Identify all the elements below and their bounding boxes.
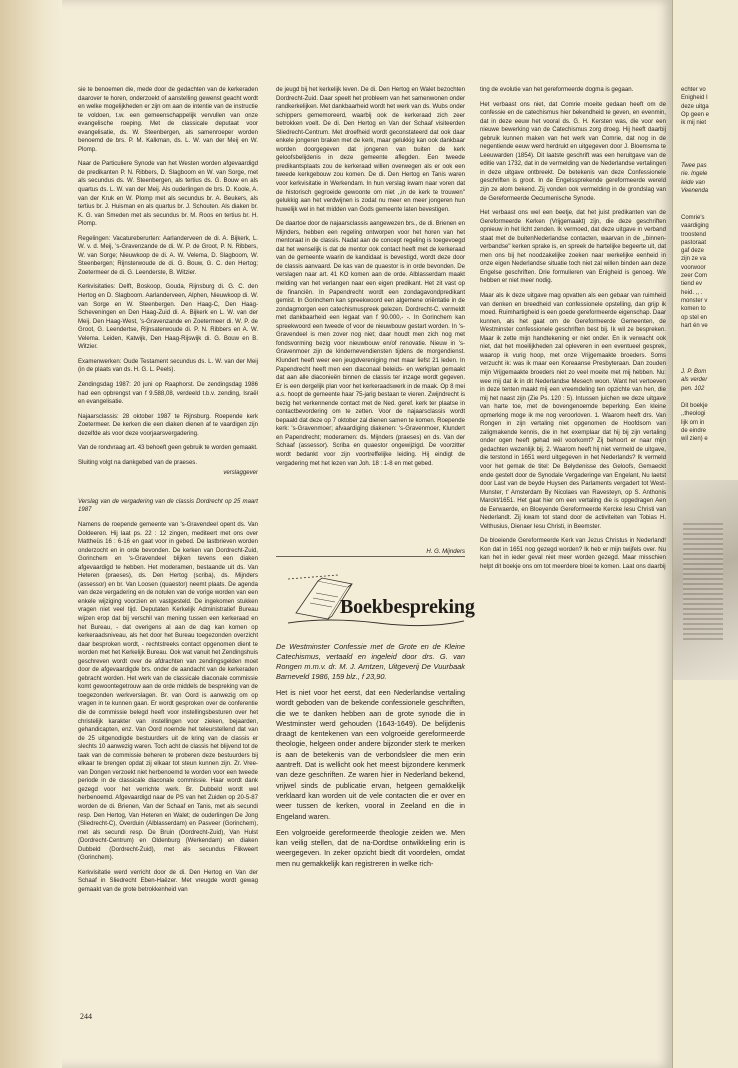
paragraph: De bloeiende Gereformeerde Kerk van Jezus Christus in Nederland! Kon dat in 1651 nog gezegd worden? Ik heb er mijn twijfels over. Nu kan het in ieder geval niet meer worden gezegd. Maar misschien helpt dit boekje ons om tot meerdere bloei te komen. Laat ons daarbij [480, 538, 666, 570]
text-line: Enigheid I [681, 95, 708, 102]
divider [276, 556, 465, 557]
paragraph: Regelingen: Vacatureberurten: Aarlanderveen de di. A. Bijkerk, L. W. v. d. Meij, 's-Gravenzande de di. W. P. de Groot, P. N. Ribbers, W. van Sorge; Nieuwkoop de di. A. W. Velema, D. Slagboom, W. Steenbergen; Rijnsterwoude de di. G. Bouw, G. C. den Hertog; Zoetermeer de di. G. Leenderste, B. Witzier. [78, 235, 258, 276]
text-line: de eindre [681, 427, 707, 434]
paragraph: De daartoe door de najaarsclassis aangewezen brs., de di. Brienen en Mijnders, hebben een regeling ontworpen voor het horen van het mentoraat in de classis. Nadat aan de concept regeling is toegevoegd dat het wenselijk is dat de mentor ook contact heeft met de kerkeraad van de gemeente waarin de kandidaat is bevestigd, wordt deze door de classis aanvaard. De kas van de quaestor is in orde bevonden. De verslagen naar art. 41 KO komen aan de orde. Alblasserdam maakt melding van het verlangen naar een eigen predikant. Het zit vast op de financiën. In Papendrecht wordt een zondagavondpredikant gemist. In Gorinchem kan spreekwoord een algemene oriëntatie in de zondagmorgen een catechismuspreek gelezen. Dordrecht-C. vermeldt met dankbaarheid een legaat van f 90.000,- -. In Gorinchem kan spreekwoord een tweede of voor de nieuwbouw gestart worden. In 's-Gravendeel is men zover nog niet; daar houdt men zich nog met fondsvorming bezig voor nieuwbouw en/of renovatie. Nieuw in 's-Gravenmoer zijn de kindernevendiensten tijdens de morgendienst. Klundert heeft weer een jeugdvereniging met maar liefst 21 leden. In Papendrecht heeft men een diaconaal beleids- en werkplan gemaakt dat aan alle diaconieën binnen de classis ter inzage wordt gegeven. Er is een dergelijk plan voor het kerkeraadswerk in de maak. Op 8 mei a.s. hoopt de gemeente haar 75-jarig bestaan te vieren. Zwijndrecht is bezig het verkennende contact met de Ned. geref. kerk ter plaatse in contactbevordering om te zetten. Voor de najaarsclassis wordt bepaald dat deze op 7 oktober zal dienen samen te komen. Roepende kerk: 's-Gravenmoer; afvaardiging diakenen: 's-Gravenmoer, Klundert en Papendrecht; moderamen: ds. Mijnders (praeses) en ds. Van der Schaaf (assessor). Scriba en quaestor ongewijzigd. De voorzitter wordt bedankt voor zijn voortreffelijke leiding. Hij eindigt de vergadering met het lezen van Joh. 18 : 1-8 en met gebed. [276, 221, 465, 467]
paragraph: de jeugd bij het kerkelijk leven. De di. Den Hertog en Walet bezochten Dordrecht-Zuid. Daar speelt het probleem van het samenwonen onder randkerkelijken. Met dankbaarheid wordt het werk van ds. Wubs onder schippers gememoreerd, waarbij ook de kerkeraad zich zeer betrokken voelt. De di. Den Hertog en Van der Schaaf visiteerden Sliedrecht-Centrum. Met droefheid wordt geconstateerd dat ook daar enkele jongeren braken met de kerk, maar gelukkig kan ook dankbaar worden doorgegeven dat jongeren van buiten de kerk geloofsbelijdenis in deze gemeente aflegden. Een tweede predikantsplaats zou de kerkeraad willen overwegen als er ook een tweede kerkgebouw zou komen. De di. Den Hertog en Tanis waren voor kerkvisitatie in Werkendam. In hun verslag kwam naar voren dat de historisch gegroeide gewoonte om niet ,,in de kerk te trouwen'' gelukkig aan het verdwijnen is zodat nu meer en meer jongeren hun huwelijk wel in het midden van Gods gemeente laten bevestigen. [276, 87, 465, 213]
text-line: zeer Com [681, 273, 708, 280]
text-line: op stel en [681, 314, 708, 321]
text-line: deze uitga [681, 103, 709, 110]
paragraph: Najaarsclassis: 28 oktober 1987 te Rijnsburg. Roepende kerk Zoetermeer. De kerken die een diaken dienen af te vaardigen zijn dezelfde als voor deze voorjaarsvergadering. [78, 413, 258, 437]
paragraph: sie te benoemen die, mede door de gedachten van de kerkeraden daarover te horen, onderzoekt of aanstelling gewenst geacht wordt en welke mogelijkheden er zijn om aan de intentie van de instructie te voldoen, t.w. een gemeenschappelijk vervullen van onze evangelische roeping. Met de classicale deputaat voor evangelisatie, ds. W. Steenbergen, als samenroeper worden benoemd de brs. P. M. Kalkman, ds. L. W. van der Meij en W. Plomp. [78, 87, 258, 153]
text-line: echter vo [681, 87, 706, 93]
text-line: monster v [681, 297, 708, 304]
paragraph: Examenwerken: Oude Testament secundus ds. L. W. van der Meij (in de plaats van ds. H. G. L. Peels). [78, 358, 258, 374]
review-column [276, 642, 465, 1022]
paragraph: Maar als ik deze uitgave mag opvatten als een gebaar van ruimheid van denken en breedheid van confessionele opstelling, dan grijp ik moed. Ruimhartigheid is een goede gereformeerde eigenschap. Daar kunnen, als het gaat om de Gereformeerde Gemeenten, de Westminster confessionele geschriften best bij. Ik wil ze bespreken. Maar ik zette mijn handtekening er niet onder. En ik verwacht ook niet, dat het moeilijkheden zal opleveren in een eventueel gesprek, waarop ik vurig hoop, met onze Vrijgemaakte broeders. Soms verzucht ik: was ik maar een Koreaanse Presbyteraan. Dan zouden mijn Vrijgemaakte broeders niet zo veel moeite met mij hebben. Nu: wee mij dat ik in dit Nederlandse Mesech woon. Want het vertoeven in deze tenten maakt mij een vreemdeling ten opzichte van hen, die mij het naast zijn (Zie Ps. 120 : 5). Intussen juichen we deze uitgave van harte toe, met de bovengenoemde beperking. Een kleine opmerking moge ik me nog veroorloven. 1. Waarom heeft drs. Van Rongen in zijn vertaling niet opgenomen de Hoofdsom van zaligmakende kennis, die in het exemplaar dat hij bij zijn vertaling onder ogen heeft gehad wél voorkomt? Zij behoort er naar mijn gedachten wezenlijk bij. 2. Waarom heeft hij niet vermeld de uitgave, die terstond in 1651 werd uitgegeven in het Nederlands? Ik vermeld voor het gemak de titel: De Belydenisse des Geloofs, Gemaeckt ende gestelt door de Synodale Vergaderinge van Engelant, Nu laetst door Last van de beyde Huysen des Parlaments vergadert tot West-Munster, t' Amsterdam By Nicolaes van Ravesteyn, op S. Anthonis Marckt/1651. Het gaat hier om een vertaling die is opgedragen Aen de Eerwaerde, en Bloeyende Gereformeerde Kercke Iesu Christi van Nederlandt. Zij kwam tot stand door de activiteiten van Tobias H. Velthusius, Dienaer Iesu Christi, in Beemster. [480, 293, 666, 530]
text-line: als verder [681, 377, 708, 384]
section-title: Boekbespreking [340, 596, 475, 618]
text-line: voorwoor [681, 264, 706, 271]
column-1 [78, 86, 258, 1006]
text-line: troostend [681, 231, 707, 238]
review-heading: De Westminster Confessie met de Grote en de Kleine Catechismus, vertaald en ingeleid door drs. G. van Rongen m.m.v. dr. M. J. Arntzen, Uitgeverij De Vuurbaak Barneveld 1986, 159 blz., f 23,90. [276, 642, 465, 681]
right-column-mid3 [681, 368, 738, 393]
text-line: Twee pas [681, 163, 707, 169]
paragraph: Kerkvisitaties: Delft, Boskoop, Gouda, Rijnsburg di. G. C. den Hertog en D. Slagboom. Aarlanderveen, Alphen, Nieuwkoop di. W. van Sorge en W. Steenbergen. Den Haag-C, Den Haag-Scheveningen en Den Haag-Zuid di. A. Bijkerk en L. W. van der Meij. Den Haag-West, 's-Gravenzande en Zoetermeer di. W. P. de Groot, G. Leendertse, Rijnsaterwoude di. P. N. Ribbers en A. W. Velema. Leiden, Katwijk, Den Haag-Rijswijk di. G. Bouw en B. Witzier. [78, 284, 258, 351]
right-column-mid1 [681, 162, 738, 195]
signature: verslaggever [223, 470, 258, 477]
text-line: Dit boekje [681, 403, 708, 409]
text-line: heid. ,, . [681, 289, 703, 296]
page-number: 244 [80, 1012, 92, 1021]
text-line: hart én ve [681, 322, 708, 329]
text-line: ik mij niet [681, 120, 707, 127]
paragraph: Naar de Particuliere Synode van het Westen worden afgevaardigd de predikanten P. N. Ribbers, D. Slagboom en W. van Sorge, met als secundus ds. W. Steenbergen, als tertius ds. G. Bouw en als quartus ds. L. W. van der Meij. Als ouderlingen de brs. D. Koole, A. van der Kruk en W. Plomp met als secundus br. A. Beukers, als tertius br. J. Huisman en als quartus br. J. Schouten. Als diaken br. K. G. van Smeden met als secundus br. M. Roos en tertius br. H. Plomp. [78, 161, 258, 228]
paragraph: Kerkvisitatie werd verricht door de di. Den Hertog en Van der Schaaf in Sliedrecht Eben-Haëzer. Met vreugde wordt gewag gemaakt van de grote betrokkenheid van [78, 869, 258, 893]
paragraph: Van de rondvraag art. 43 behoeft geen gebruik te worden gemaakt. [78, 445, 258, 452]
text-line: pen. 102 [681, 385, 705, 392]
paragraph: Het verbaast ons niet, dat Comrie moeite gedaan heeft om de confessie en de catechismus hier bekendheid te geven, en evenmin, dat in deze eeuw het vooral ds. G. H. Kersten was, die voor een nieuwe bewerking van de Catechismus zorg droeg. Hij heeft daarbij gebruik kunnen maken van het werk van Comrie, dat nog in de negentiende eeuw werd herdrukt en uitgegeven door J. Bloemsma te Leeuwarden (1854). Dit laatste geschrift was een heruitgave van de editie van 1732, dat in de vermelding van de Nederlandse vertalingen in deze uitgave ontbreekt. De betekenis van deze Confessionele geschriften is groot. In de Engelssprekende gereformeerde wereld zijn ze alom bekend. Zij vonden ook vermelding in de grondslag van de Gereformeerde Oecumenische Synode. [480, 101, 666, 202]
text-line: pastoraat [681, 239, 707, 246]
text-line: Veenenda [681, 187, 709, 194]
text-line: vaardiging [681, 223, 709, 230]
text-line: ,,theologi [681, 411, 706, 418]
text-line: Comrie's [681, 215, 705, 221]
text-line: Op geen e [681, 111, 710, 118]
text-line: lijk om in [681, 419, 705, 426]
text-line: rie. Ingele [681, 171, 708, 178]
paragraph: Het verbaast ons wel een beetje, dat het juist predikanten van de Gereformeerde Kerken (Vrijgemaakt) zijn, die deze geschriften opnieuw in het licht zenden. Ik vermoed, dat deze uitgave in verband staat met de buitenNederlandse contacten, waarvan in de ,,binnen-verbandse'' kerken sprake is, en spreek de hartelijke begeerte uit, dat men ons bij het noodzakelijke zoeken naar werkelijke eenheid in onze eigen Nederlandse situatie toch niet zal willen binden aan deze Engelse geschriften. Drie formulieren van Enigheid is genoeg. We hebben er niet meer nodig. [480, 210, 666, 285]
right-page [672, 0, 738, 1068]
text-line: tiend ev [681, 281, 703, 288]
signature: H. G. Mijnders [426, 549, 465, 555]
text-line: leide van [681, 179, 706, 186]
paragraph: Namens de roepende gemeente van 's-Gravendeel opent ds. Van Doldeeren. Hij laat ps. 22 : 12 zingen, mediteert met ons over Mattheüs 16 : 6-16 en gaat voor in gebed. De lastbrieven worden onderzocht en in orde bevonden. De kerken van Dordrecht-Zuid, Gorinchem en 's-Gravendeel blijken tevens een diaken afgevaardigd te hebben. Het moderamen, bestaande uit ds. Van Heteren (praeses), ds. Den Hertog (scriba), ds. Mijnders (assessor) en br. Van Loosen (quaestor) neemt plaats. De agenda van deze vergadering en de notulen van de vorige worden van een enkele wijziging voorzien en vastgesteld. De ingekomen stukken vragen niet veel tijd. Deputaten Kerkelijk Administratief Bureau wijzen erop dat bij verschil van mening tussen een kerkeraad en het Bureau, - dat overigens al aan de dag kan komen op kerkeraadsniveau, als het door het Bureau toegezonden overzicht daar besproken wordt, - rechtstreeks contact opgenomen dient te worden met het Kerkelijk Bureau. Ook wat vanuit het Zendingshuis geschreven wordt over de afdrachten van zendingsgelden moet door de afgevaardigde brs. onder de aandacht van de kerkeraden gebracht worden. Het werk van de classicale diaconale commissie komt gewoontegetrouw aan de orde middels de bespreking van de toegezonden werkverslagen. Br. van Oord is aanwezig om op vragen in te kunnen gaan. Er wordt gesproken over de conferentie die de commissie belegd heeft voor instellingsbesturen over het christelijk karakter van instellingen voor zieken, bejaarden, gehandicapten, enz. Van Oord noemde het teleurstellend dat van de 25 uitgenodigde bestuurders uit de kring van de classis er slechts 10 aanwezig waren. Toch acht de classis het blijvend tot de taak van de commissie beheren te proberen deze bestuurders bij elkaar te brengen opdat zij elkaar tot steun kunnen zijn. Zr. Vree-van Dongen verzoekt niet herbenoemd te worden voor een tweede periode in de classicale diaconale commissie. Haar wordt dank gezegd voor het verrichte werk. Br. Dubbeld wordt wel herbenoemd. Afgevaardigd naar de PS van het Zuiden op 20-5-87 worden de di. Brienen, Van der Schaaf en Tanis, met als secundi resp. Den Hertog, Van Heteren en Walet; de ouderlingen De Jong (Sliedrecht-C), Overduin (Alblasserdam) en Pasveer (Gorinchem), met als secundi resp. De Bruin (Dordrecht-Zuid), Van Hulst (Dordrecht-Centrum) en Oldenburg (Werkendam) en diaken Dubbeld (Dordrecht-Zuid), met als secundus Flikweert (Gorinchem). [78, 521, 258, 862]
report-heading: Verslag van de vergadering van de classis Dordrecht op 25 maart 1987 [78, 498, 258, 514]
paragraph: Zendingsdag 1987: 20 juni op Raaphorst. De zendingsdag 1986 had een opbrengst van f 9.588,08, verdeeld t.b.v. zending, Israël en evangelisatie. [78, 381, 258, 406]
text-line: J. P. Bom [681, 369, 707, 375]
column-2 [276, 86, 465, 546]
column-3 [480, 86, 666, 1006]
column-2-signature [276, 546, 465, 556]
paragraph: ting de evolutie van het gereformeerde dogma is gegaan. [480, 87, 634, 93]
paragraph: Een volgroeide gereformeerde theologie zeiden we. Men kan veilig stellen, dat de na-Dordtse ontwikkeling erin is weergegeven. In zeker opzicht biedt dit voordelen, omdat men nu gemakkelijk kan registreren in welke rich- [276, 827, 465, 868]
paragraph: Het is niet voor het eerst, dat een Nederlandse vertaling wordt geboden van de bekende confessionele geschriften, die we te danken hebben aan de grote synode die in Westminster werd gehouden (1643-1649). De belijdenis draagt de kentekenen van een volgroeide gereformeerde theologie, helgeen onder andere bijzonder sterk te merken is aan de betekenis van de verbondsleer die men erin aantreft. Dat is wellicht ook het meest bijzondere kenmerk van deze geschriften. Ze waren hier in Nederland bekend, vrijwel sinds de publicatie ervan, hetgeen gemakkelijk verklaard kan worden uit de vele contacten die er over en weer tussen de kerken, vooral in Zeeland en die in Engeland waren. [276, 688, 465, 821]
right-column-mid4 [681, 402, 738, 443]
photo [673, 480, 738, 680]
text-line: wil zien) e [681, 436, 708, 443]
text-line: gaf deze [681, 248, 705, 255]
text-line: zijn ze va [681, 256, 707, 263]
paragraph: Sluiting volgt na dankgebed van de praeses. [78, 459, 198, 466]
right-column-mid2 [681, 214, 738, 330]
text-line: komen to [681, 306, 706, 313]
right-column-top [681, 86, 738, 127]
